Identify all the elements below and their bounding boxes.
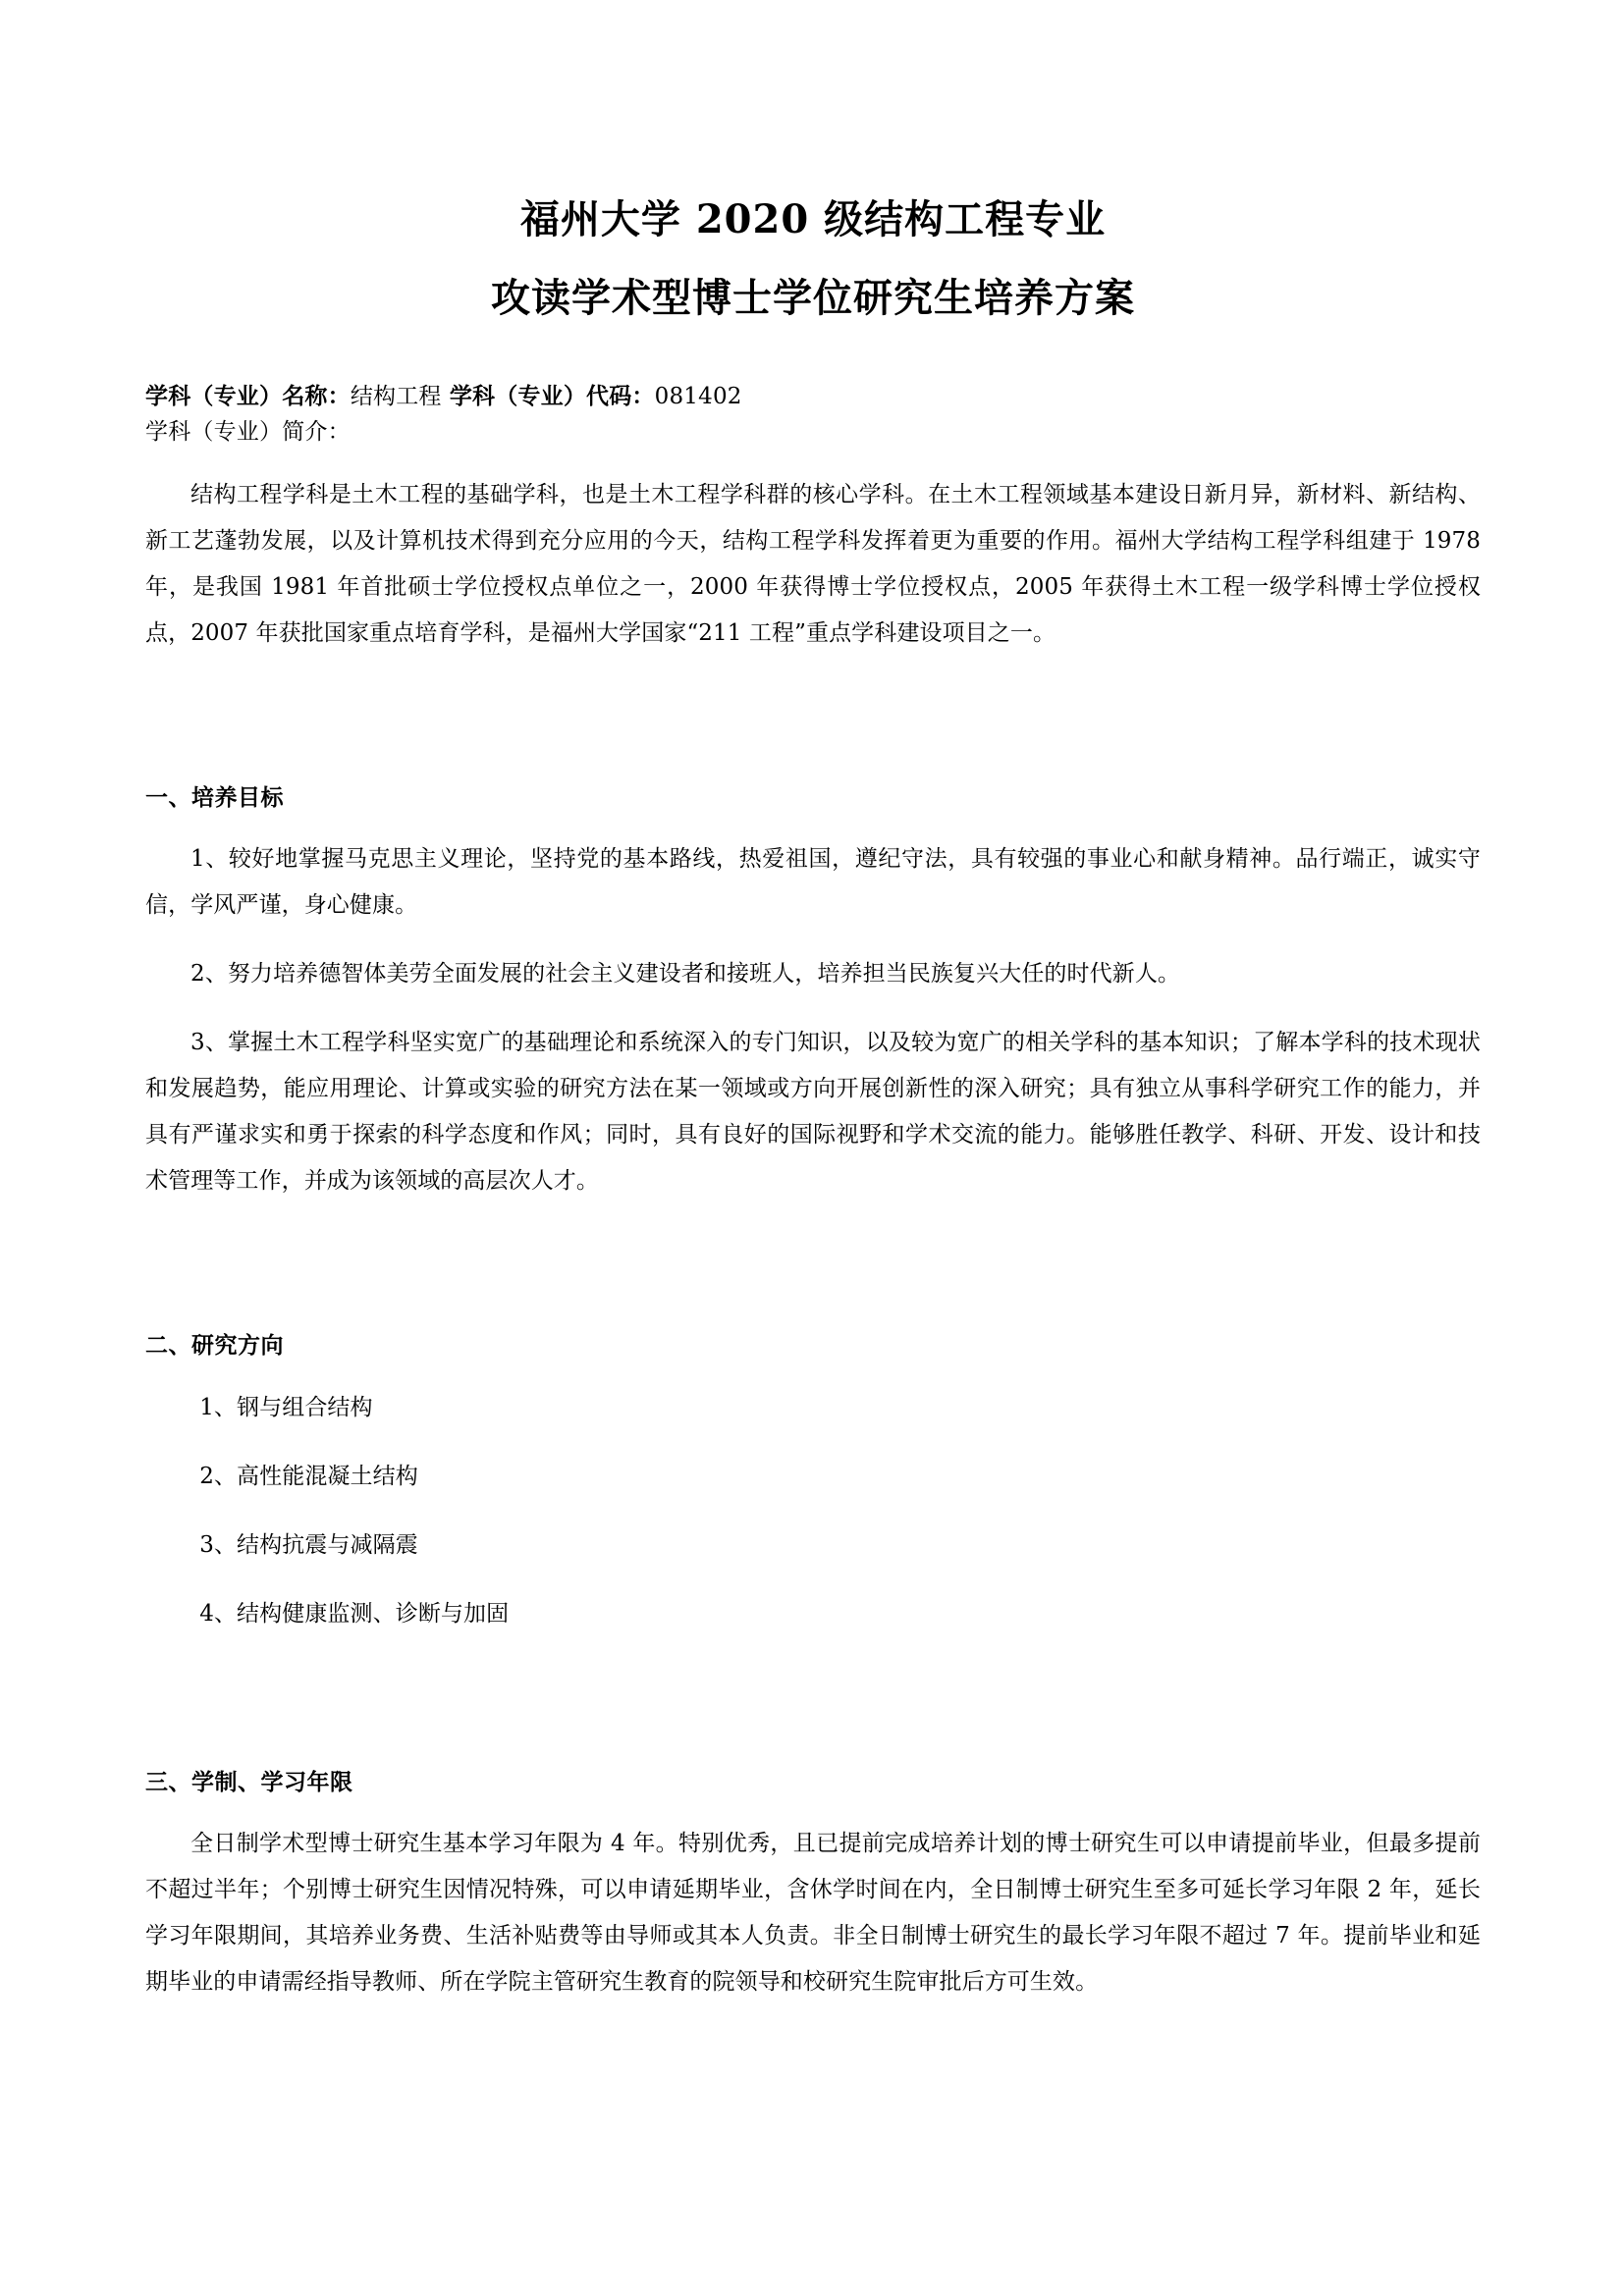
- list-item: 2、高性能混凝土结构: [199, 1463, 418, 1489]
- discipline-code-value: 081402: [654, 384, 742, 409]
- list-item: 1、钢与组合结构: [199, 1394, 373, 1420]
- list-item: 4、结构健康监测、诊断与加固: [199, 1600, 510, 1627]
- list-item: 2、努力培养德智体美劳全面发展的社会主义建设者和接班人，培养担当民族复兴大任的时代新人。: [190, 961, 1181, 988]
- study-duration-paragraph: 全日制学术型博士研究生基本学习年限为 4 年。特别优秀，且已提前完成培养计划的博士研究生可以申请提前毕业，但最多提前不超过半年；个别博士研究生因情况特殊，可以申请延期毕业，含休学时间在内，全日制博士研究生至多可延长学习年限 2 年，延长学习年限期间，其培养业务费、生活补贴费等由导师或其本人负责。非全日制博士研究生的最长学习年限不超过 7 年。提前毕业和延期毕业的申请需经指导教师、所在学院主管研究生教育的院领导和校研究生院审批后方可生效。: [145, 1830, 1481, 1995]
- list-item: 1、较好地掌握马克思主义理论，坚持党的基本路线，热爱祖国，遵纪守法，具有较强的事业心和献身精神。品行端正，诚实守信，学风严谨，身心健康。: [145, 846, 1481, 919]
- page-title-line-2: 攻读学术型博士学位研究生培养方案: [491, 275, 1135, 321]
- page-content: [145, 0, 1481, 2028]
- discipline-info-line: [145, 379, 1481, 415]
- discipline-name-value: 结构工程: [350, 384, 442, 409]
- section-heading-study-duration: 三、学制、学习年限: [145, 1768, 353, 1795]
- section-heading-research-directions: 二、研究方向: [145, 1332, 284, 1360]
- discipline-name-label: 学科（专业）名称：: [145, 383, 351, 409]
- list-item: 3、结构抗震与减隔震: [199, 1531, 418, 1558]
- section-heading-training-objectives: 一、培养目标: [145, 784, 284, 812]
- page-title-line-1: 福州大学 2020 级结构工程专业: [519, 196, 1107, 242]
- discipline-intro-label: 学科（专业）简介：: [145, 418, 351, 445]
- discipline-code-label: 学科（专业）代码：: [441, 383, 655, 409]
- discipline-intro-paragraph: 结构工程学科是土木工程的基础学科，也是土木工程学科群的核心学科。在土木工程领域基本建设日新月异，新材料、新结构、新工艺蓬勃发展，以及计算机技术得到充分应用的今天，结构工程学科发挥着更为重要的作用。福州大学结构工程学科组建于 1978 年，是我国 1981 年首批硕士学位授权点单位之一，2000 年获得博士学位授权点，2005 年获得土木工程一级学科博士学位授权点，2007 年获批国家重点培育学科，是福州大学国家“211 工程”重点学科建设项目之一。: [145, 482, 1481, 647]
- list-item: 3、掌握土木工程学科坚实宽广的基础理论和系统深入的专门知识，以及较为宽广的相关学科的基本知识；了解本学科的技术现状和发展趋势，能应用理论、计算或实验的研究方法在某一领域或方向开展创新性的深入研究；具有独立从事科学研究工作的能力，并具有严谨求实和勇于探索的科学态度和作风；同时，具有良好的国际视野和学术交流的能力。能够胜任教学、科研、开发、设计和技术管理等工作，并成为该领域的高层次人才。: [145, 1030, 1481, 1195]
